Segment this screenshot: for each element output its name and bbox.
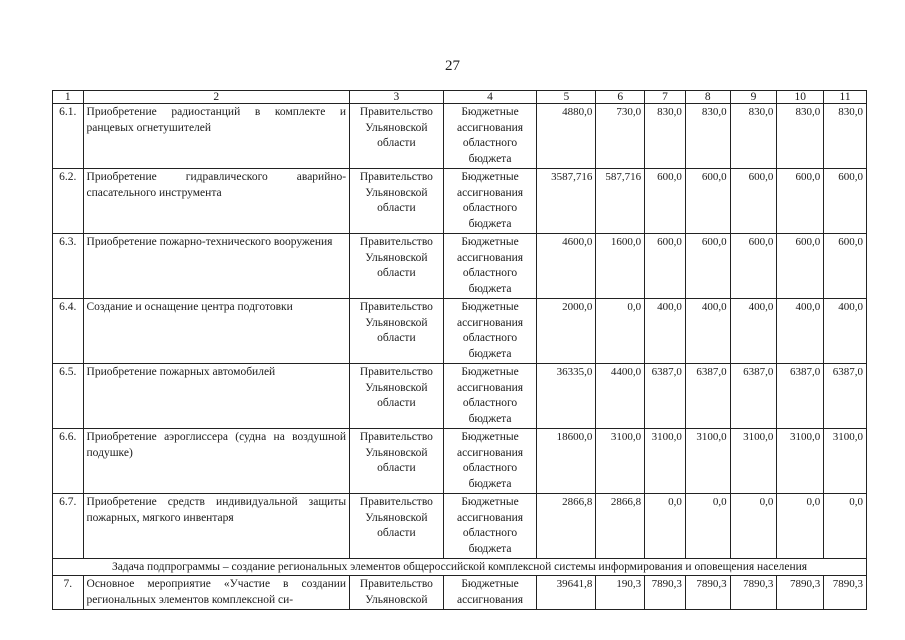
table-row xyxy=(53,429,867,494)
row-value: 6387,0 xyxy=(685,364,730,429)
row-value: 1600,0 xyxy=(596,234,645,299)
row-value: 400,0 xyxy=(730,299,777,364)
row-value: 4600,0 xyxy=(537,234,596,299)
row-value: 2866,8 xyxy=(537,494,596,559)
row-value: 587,716 xyxy=(596,169,645,234)
task-text: Задача подпрограммы – создание региональных элементов общероссийской комплексной системы информирования и оповещения населения xyxy=(53,559,867,576)
column-header: 11 xyxy=(824,91,867,104)
row-value: 0,0 xyxy=(685,494,730,559)
row-value: 600,0 xyxy=(685,169,730,234)
column-header: 6 xyxy=(596,91,645,104)
row-source: Бюджетные ассигнования областного бюджета xyxy=(443,429,537,494)
row-source: Бюджетные ассигнования xyxy=(443,576,537,610)
row-executor: Правительство Ульяновской области xyxy=(350,299,444,364)
row-value: 830,0 xyxy=(730,104,777,169)
row-executor: Правительство Ульяновской xyxy=(350,576,444,610)
row-value: 600,0 xyxy=(645,234,686,299)
row-name: Приобретение аэроглиссера (судна на воздушной подушке) xyxy=(83,429,350,494)
row-value: 3100,0 xyxy=(824,429,867,494)
table-row xyxy=(53,576,867,610)
row-name: Приобретение пожарных автомобилей xyxy=(83,364,350,429)
table-row xyxy=(53,364,867,429)
row-value: 190,3 xyxy=(596,576,645,610)
row-value: 830,0 xyxy=(824,104,867,169)
row-value: 7890,3 xyxy=(685,576,730,610)
row-executor: Правительство Ульяновской области xyxy=(350,234,444,299)
row-name: Создание и оснащение центра подготовки xyxy=(83,299,350,364)
task-row xyxy=(53,559,867,576)
column-header: 1 xyxy=(53,91,84,104)
row-value: 7890,3 xyxy=(777,576,824,610)
row-value: 0,0 xyxy=(596,299,645,364)
table-row xyxy=(53,104,867,169)
row-value: 600,0 xyxy=(685,234,730,299)
column-header: 10 xyxy=(777,91,824,104)
column-header: 4 xyxy=(443,91,537,104)
column-header: 5 xyxy=(537,91,596,104)
row-source: Бюджетные ассигнования областного бюджета xyxy=(443,364,537,429)
row-value: 2000,0 xyxy=(537,299,596,364)
row-value: 3100,0 xyxy=(730,429,777,494)
row-value: 2866,8 xyxy=(596,494,645,559)
table-row xyxy=(53,494,867,559)
row-number: 6.6. xyxy=(53,429,84,494)
row-number: 6.2. xyxy=(53,169,84,234)
row-value: 3100,0 xyxy=(777,429,824,494)
row-value: 39641,8 xyxy=(537,576,596,610)
row-value: 600,0 xyxy=(824,169,867,234)
row-number: 7. xyxy=(53,576,84,610)
column-header: 2 xyxy=(83,91,350,104)
table-row xyxy=(53,299,867,364)
row-value: 4880,0 xyxy=(537,104,596,169)
row-executor: Правительство Ульяновской области xyxy=(350,429,444,494)
row-source: Бюджетные ассигнования областного бюджета xyxy=(443,169,537,234)
row-value: 600,0 xyxy=(730,169,777,234)
row-value: 7890,3 xyxy=(824,576,867,610)
row-number: 6.3. xyxy=(53,234,84,299)
row-value: 600,0 xyxy=(777,234,824,299)
row-value: 400,0 xyxy=(645,299,686,364)
row-executor: Правительство Ульяновской области xyxy=(350,104,444,169)
row-value: 3100,0 xyxy=(645,429,686,494)
row-value: 400,0 xyxy=(824,299,867,364)
row-number: 6.5. xyxy=(53,364,84,429)
row-value: 0,0 xyxy=(645,494,686,559)
row-value: 3100,0 xyxy=(685,429,730,494)
column-header: 8 xyxy=(685,91,730,104)
row-value: 600,0 xyxy=(645,169,686,234)
row-value: 6387,0 xyxy=(777,364,824,429)
row-executor: Правительство Ульяновской области xyxy=(350,494,444,559)
table-row xyxy=(53,234,867,299)
column-header: 9 xyxy=(730,91,777,104)
row-value: 400,0 xyxy=(777,299,824,364)
row-name: Приобретение радиостанций в комплекте и ранцевых огнетушителей xyxy=(83,104,350,169)
row-value: 36335,0 xyxy=(537,364,596,429)
row-value: 600,0 xyxy=(824,234,867,299)
row-name: Приобретение средств индивидуальной защиты пожарных, мягкого инвентаря xyxy=(83,494,350,559)
row-value: 730,0 xyxy=(596,104,645,169)
row-value: 7890,3 xyxy=(645,576,686,610)
row-executor: Правительство Ульяновской области xyxy=(350,169,444,234)
row-name: Основное мероприятие «Участие в создании региональных элементов комплексной си- xyxy=(83,576,350,610)
row-value: 830,0 xyxy=(685,104,730,169)
row-value: 6387,0 xyxy=(645,364,686,429)
row-number: 6.7. xyxy=(53,494,84,559)
row-value: 400,0 xyxy=(685,299,730,364)
row-source: Бюджетные ассигнования областного бюджета xyxy=(443,104,537,169)
row-value: 830,0 xyxy=(777,104,824,169)
row-number: 6.4. xyxy=(53,299,84,364)
row-value: 6387,0 xyxy=(824,364,867,429)
page-number: 27 xyxy=(445,58,460,74)
column-header: 7 xyxy=(645,91,686,104)
table-row xyxy=(53,169,867,234)
row-value: 4400,0 xyxy=(596,364,645,429)
budget-table xyxy=(52,90,867,610)
row-value: 0,0 xyxy=(777,494,824,559)
row-value: 830,0 xyxy=(645,104,686,169)
row-executor: Правительство Ульяновской области xyxy=(350,364,444,429)
row-value: 600,0 xyxy=(730,234,777,299)
column-header: 3 xyxy=(350,91,444,104)
row-value: 3100,0 xyxy=(596,429,645,494)
row-name: Приобретение пожарно-технического вооружения xyxy=(83,234,350,299)
row-value: 0,0 xyxy=(824,494,867,559)
row-value: 3587,716 xyxy=(537,169,596,234)
row-name: Приобретение гидравлического аварийно-спасательного инструмента xyxy=(83,169,350,234)
row-source: Бюджетные ассигнования областного бюджета xyxy=(443,494,537,559)
row-source: Бюджетные ассигнования областного бюджета xyxy=(443,299,537,364)
row-value: 18600,0 xyxy=(537,429,596,494)
header-row xyxy=(53,91,867,104)
row-value: 7890,3 xyxy=(730,576,777,610)
row-value: 0,0 xyxy=(730,494,777,559)
row-number: 6.1. xyxy=(53,104,84,169)
row-value: 600,0 xyxy=(777,169,824,234)
row-value: 6387,0 xyxy=(730,364,777,429)
row-source: Бюджетные ассигнования областного бюджета xyxy=(443,234,537,299)
